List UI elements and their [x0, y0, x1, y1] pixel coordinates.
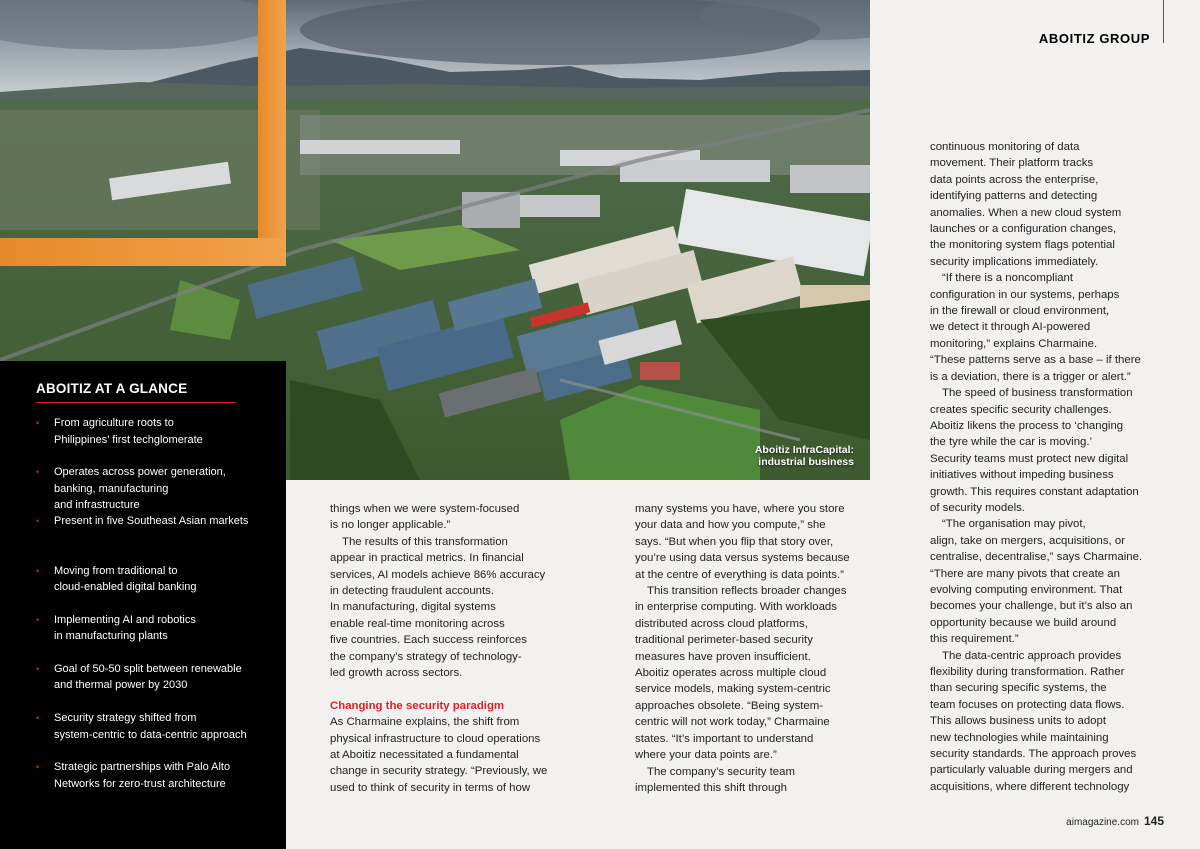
fact-text-line: Security strategy shifted from [54, 712, 197, 725]
article-line: the tyre while the car is moving.’ [930, 436, 1093, 449]
article-line: the company’s strategy of technology- [330, 650, 522, 663]
article-line: of security models. [930, 501, 1025, 514]
header-rule [1163, 0, 1164, 43]
fact-item [36, 464, 250, 513]
fact-item [36, 759, 250, 808]
photo-caption [755, 444, 854, 468]
fact-text-line: system-centric to data-centric approach [54, 728, 247, 741]
article-line: align, take on mergers, acquisitions, or [930, 534, 1126, 547]
fact-item [36, 710, 250, 759]
article-line: you’re using data versus systems because [635, 552, 850, 565]
article-line: data points across the enterprise, [930, 173, 1099, 186]
article-line: configuration in our systems, perhaps [930, 288, 1120, 301]
article-line: services, AI models achieve 86% accuracy [330, 568, 546, 581]
article-line: The speed of business transformation [942, 387, 1133, 400]
article-line: at Aboitiz necessitated a fundamental [330, 749, 519, 762]
fact-text-line: Present in five Southeast Asian markets [54, 515, 249, 528]
fact-text-line: Strategic partnerships with Palo Alto [54, 761, 231, 774]
article-line: “If there is a noncompliant [942, 272, 1074, 285]
fact-text-line: and thermal power by 2030 [54, 679, 188, 692]
article-line: many systems you have, where you store [635, 503, 845, 515]
fact-text-line: banking, manufacturing [54, 482, 169, 495]
article-line: As Charmaine explains, the shift from [330, 716, 520, 729]
article-column-1 [330, 501, 575, 796]
article-line: service models, making system-centric [635, 683, 831, 696]
bullet-icon: • [36, 467, 40, 478]
article-line: approaches obsolete. “Being system- [635, 699, 824, 712]
article-line: opportunity because we build around [930, 616, 1117, 629]
article-line: appear in practical metrics. In financial [330, 552, 524, 565]
article-line: is no longer applicable.” [330, 519, 451, 532]
fact-item [36, 661, 250, 710]
article-line: we detect it through AI-powered [930, 321, 1091, 334]
article-line: monitoring,” explains Charmaine. [930, 337, 1098, 350]
bullet-icon: • [36, 565, 40, 576]
section-subhead: Changing the security paradigm [330, 699, 505, 712]
bullet-icon: • [36, 614, 40, 625]
article-line: at the centre of everything is data points.” [635, 568, 844, 581]
article-line: “These patterns serve as a base – if there [930, 354, 1141, 367]
bullet-icon: • [36, 713, 40, 724]
article-line: movement. Their platform tracks [930, 157, 1094, 170]
glance-sidebar [0, 361, 286, 849]
article-line: The results of this transformation [342, 535, 508, 548]
article-line: Aboitiz operates across multiple cloud [635, 667, 827, 680]
article-line: things when we were system-focused [330, 503, 520, 515]
article-line: traditional perimeter-based security [635, 634, 813, 647]
fact-item [36, 513, 250, 562]
article-line: centralise, decentralise,” says Charmaine. [930, 551, 1143, 564]
fact-item [36, 415, 250, 464]
fact-text-line: Goal of 50-50 split between renewable [54, 662, 242, 675]
brand-name: ABOITIZ GROUP [1038, 31, 1150, 46]
article-line: led growth across sectors. [330, 667, 463, 680]
article-line: Security teams must protect new digital [930, 452, 1129, 465]
bullet-icon: • [36, 516, 40, 527]
article-line: your data and how you compute,” she [635, 519, 826, 532]
article-column-2 [635, 501, 875, 796]
fact-text-line: Networks for zero-trust architecture [54, 777, 226, 790]
fact-item [36, 563, 250, 612]
article-line: used to think of security in terms of how [330, 781, 531, 794]
article-line: this requirement.” [930, 633, 1019, 646]
article-line: initiatives without impeding business [930, 469, 1114, 482]
article-line: acquisitions, where different technology [930, 780, 1130, 793]
article-line: growth. This requires constant adaptation [930, 485, 1139, 498]
article-line: continuous monitoring of data [930, 141, 1080, 153]
article-line: says. “But when you flip that story over, [635, 535, 834, 548]
photo-caption-line: industrial business [758, 456, 854, 468]
article-line: measures have proven insufficient. [635, 650, 811, 663]
article-line: change in security strategy. “Previously, we [330, 765, 548, 778]
article-line: evolving computing environment. That [930, 583, 1123, 596]
article-line: physical infrastructure to cloud operations [330, 732, 541, 745]
article-line: This transition reflects broader changes [647, 585, 847, 598]
article-line: flexibility during transformation. Rather [930, 666, 1125, 678]
article-line: security standards. The approach proves [930, 748, 1137, 761]
article-line: In manufacturing, digital systems [330, 601, 496, 614]
fact-text-line: in manufacturing plants [54, 630, 168, 643]
article-line: is a deviation, there is a trigger or alert.” [930, 370, 1131, 383]
article-line: identifying patterns and detecting [930, 190, 1098, 203]
photo-caption-line: Aboitiz InfraCapital: [754, 444, 854, 456]
article-line: in detecting fraudulent accounts. [330, 585, 495, 598]
article-line: Aboitiz likens the process to ‘changing [930, 419, 1124, 432]
article-line: enable real-time monitoring across [330, 617, 505, 630]
article-line: distributed across cloud platforms, [635, 617, 808, 630]
fact-text-line: Moving from traditional to [54, 564, 178, 577]
fact-item [36, 612, 250, 661]
article-line: states. “It’s important to understand [635, 732, 814, 745]
article-line: where your data points are.” [635, 749, 777, 762]
bullet-icon: • [36, 762, 40, 773]
article-line: implemented this shift through [635, 781, 787, 794]
fact-text-line: Implementing AI and robotics [54, 613, 196, 626]
article-line: The data-centric approach provides [942, 649, 1122, 662]
fact-text-line: Philippines’ first techglomerate [54, 433, 203, 446]
article-line: launches or a configuration changes, [930, 223, 1117, 236]
page-footer [1066, 814, 1164, 828]
article-line: centric will not work today,” Charmaine [635, 716, 830, 729]
article-line: five countries. Each success reinforces [330, 634, 527, 647]
fact-text-line: and infrastructure [54, 499, 140, 512]
fact-list [36, 415, 250, 809]
footer-site: aimagazine.com [1066, 817, 1139, 828]
article-line: in the firewall or cloud environment, [930, 305, 1110, 318]
article-line: security implications immediately. [930, 255, 1099, 268]
article-line: “The organisation may pivot, [942, 518, 1086, 531]
article-line: “There are many pivots that create an [930, 567, 1120, 580]
article-line: creates specific security challenges. [930, 403, 1112, 416]
article-line: new technologies while maintaining [930, 731, 1109, 744]
article-line: anomalies. When a new cloud system [930, 206, 1122, 219]
fact-text-line: From agriculture roots to [54, 417, 174, 429]
article-column-3 [930, 139, 1170, 795]
bullet-icon: • [36, 663, 40, 674]
sidebar-title: ABOITIZ AT A GLANCE [36, 381, 236, 403]
page-number: 145 [1143, 814, 1164, 828]
article-line: The company’s security team [647, 765, 795, 778]
article-line: particularly valuable during mergers and [930, 764, 1133, 777]
fact-text-line: cloud-enabled digital banking [54, 581, 197, 594]
article-line: in enterprise computing. With workloads [635, 601, 837, 614]
article-line: the monitoring system flags potential [930, 239, 1115, 252]
article-line: team focuses on protecting data flows. [930, 698, 1125, 711]
article-line: than securing specific systems, the [930, 682, 1107, 695]
article-line: becomes your challenge, but it’s also an [930, 600, 1133, 613]
fact-text-line: Operates across power generation, [54, 466, 226, 479]
article-line: This allows business units to adopt [930, 715, 1107, 728]
bullet-icon: • [36, 418, 40, 428]
